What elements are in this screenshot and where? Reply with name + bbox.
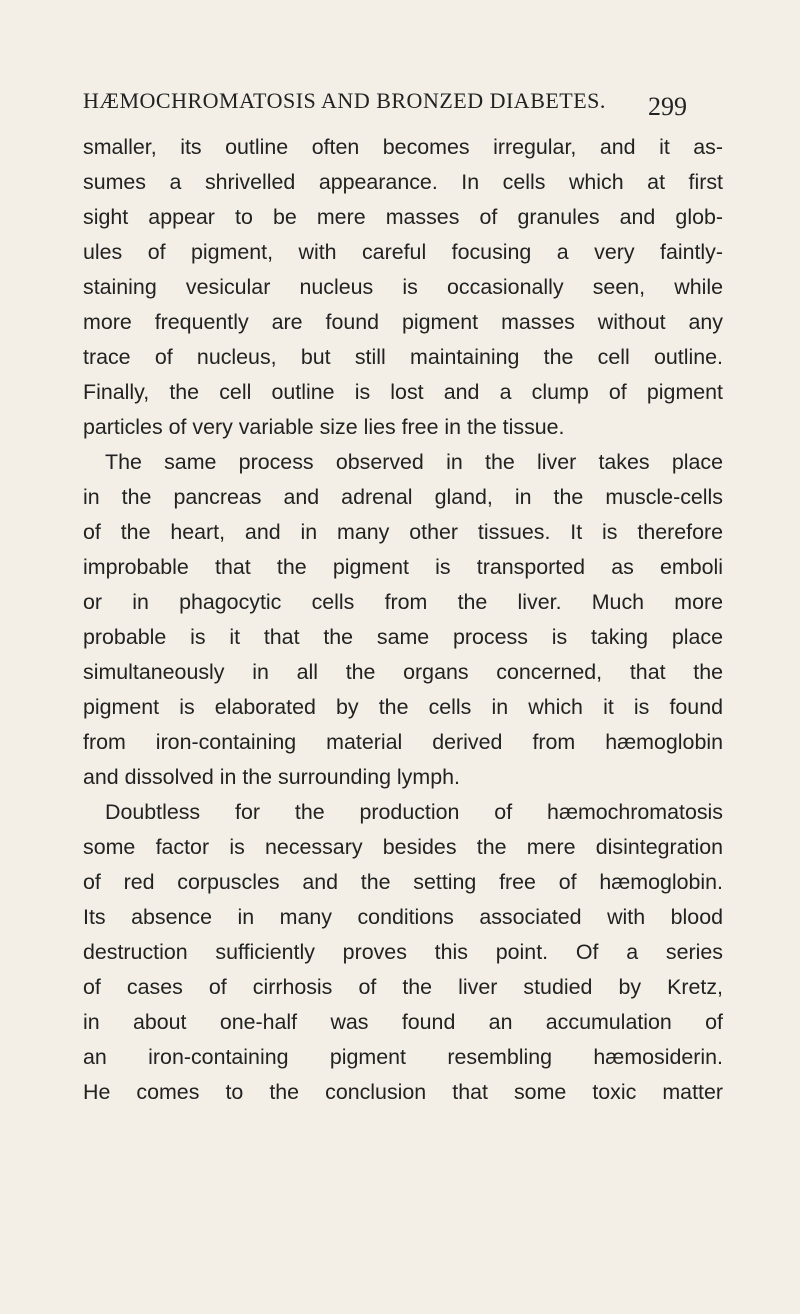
text-line: in about one-half was found an accumulation of (83, 1010, 723, 1034)
text-line: an iron-containing pigment resembling hæmosiderin. (83, 1045, 723, 1069)
text-line: Doubtless for the production of hæmochromatosis (105, 800, 723, 824)
text-line: of red corpuscles and the setting free of hæmoglobin. (83, 870, 723, 894)
text-line: in the pancreas and adrenal gland, in the muscle-cells (83, 485, 723, 509)
text-line: trace of nucleus, but still maintaining the cell outline. (83, 345, 723, 369)
text-line: The same process observed in the liver takes place (105, 450, 723, 474)
text-line: probable is it that the same process is taking place (83, 625, 723, 649)
running-title: HÆMOCHROMATOSIS AND BRONZED DIABETES. (83, 88, 606, 113)
text-line: of the heart, and in many other tissues. It is therefore (83, 520, 723, 544)
text-line: Finally, the cell outline is lost and a clump of pigment (83, 380, 723, 404)
text-line: ules of pigment, with careful focusing a very faintly- (83, 240, 723, 264)
text-line: or in phagocytic cells from the liver. Much more (83, 590, 723, 614)
text-line: He comes to the conclusion that some toxic matter (83, 1080, 723, 1104)
page-number: 299 (648, 92, 687, 121)
text-line: simultaneously in all the organs concerned, that the (83, 660, 723, 684)
body-text (83, 130, 723, 1110)
text-line: of cases of cirrhosis of the liver studied by Kretz, (83, 975, 723, 999)
text-line: sumes a shrivelled appearance. In cells which at first (83, 170, 723, 194)
text-line: improbable that the pigment is transported as emboli (83, 555, 723, 579)
text-line: some factor is necessary besides the mere disintegration (83, 835, 723, 859)
text-line: Its absence in many conditions associated with blood (83, 905, 723, 929)
text-line: pigment is elaborated by the cells in which it is found (83, 695, 723, 719)
text-line: more frequently are found pigment masses without any (83, 310, 723, 334)
text-line: from iron-containing material derived from hæmoglobin (83, 730, 723, 754)
text-line: sight appear to be mere masses of granules and glob- (83, 205, 723, 229)
text-line: and dissolved in the surrounding lymph. (83, 765, 460, 789)
text-line: staining vesicular nucleus is occasionally seen, while (83, 275, 723, 299)
text-line: particles of very variable size lies free in the tissue. (83, 415, 565, 439)
text-line: smaller, its outline often becomes irregular, and it as- (83, 135, 723, 159)
text-line: destruction sufficiently proves this point. Of a series (83, 940, 723, 964)
